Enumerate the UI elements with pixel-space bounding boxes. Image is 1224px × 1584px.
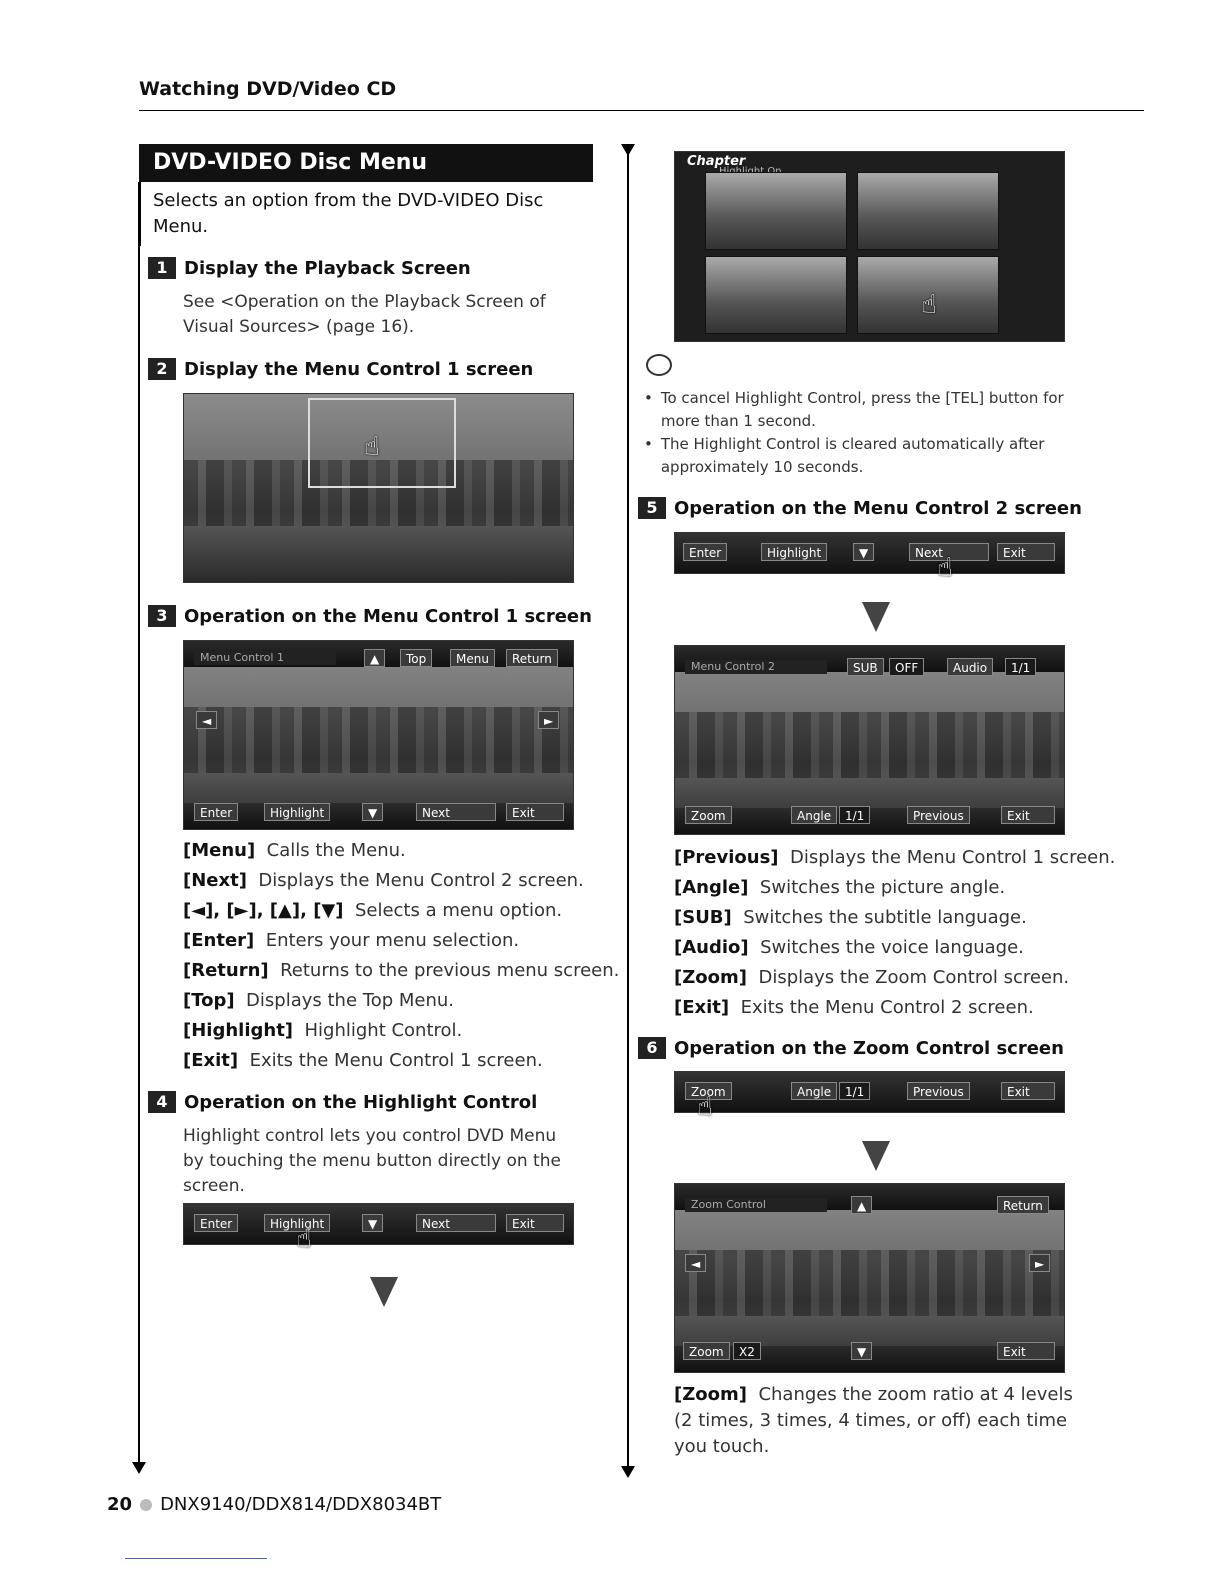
def-desc: Displays the Top Menu.: [246, 990, 454, 1011]
step-2-title: Display the Menu Control 1 screen: [184, 358, 534, 380]
step-1-number: 1: [148, 257, 176, 279]
pointing-hand-icon: ☝: [921, 290, 937, 320]
def-enter: [183, 926, 593, 956]
right-button[interactable]: ►: [538, 711, 559, 729]
left-flow-line: [138, 182, 140, 1464]
note-text: The Highlight Control is cleared automatically after approximately 10 seconds.: [660, 435, 1045, 476]
sub-value: OFF: [889, 658, 924, 676]
chapter-thumbnail-3[interactable]: [705, 256, 847, 334]
enter-button[interactable]: Enter: [194, 1214, 238, 1232]
down-button[interactable]: ▼: [362, 803, 383, 821]
down-button[interactable]: ▼: [362, 1214, 383, 1232]
def-key: [Enter]: [183, 930, 255, 951]
menu-control-2-bar: [674, 1071, 1065, 1122]
note-icon: [646, 354, 672, 376]
def-key: [Exit]: [674, 997, 730, 1018]
menu-button[interactable]: Menu: [450, 649, 495, 667]
def-key: [Menu]: [183, 840, 256, 861]
step-5-title: Operation on the Menu Control 2 screen: [674, 497, 1082, 519]
def-desc: Changes the zoom ratio at 4 levels (2 times, 3 times, 4 times, or off) each time you touch.: [674, 1384, 1073, 1457]
bullet: •: [644, 435, 653, 453]
exit-button[interactable]: Exit: [1001, 1082, 1055, 1100]
def-arrows: [183, 896, 593, 926]
sub-button[interactable]: SUB: [847, 658, 884, 676]
step-3-number: 3: [148, 605, 176, 627]
menu-control-2-screen: [674, 645, 1065, 835]
def-desc: Displays the Zoom Control screen.: [758, 967, 1070, 988]
exit-button[interactable]: Exit: [506, 1214, 564, 1232]
note-item: [644, 433, 1064, 479]
chapter-screen: [674, 151, 1065, 342]
def-top: [183, 986, 593, 1016]
step-5-number: 5: [638, 497, 666, 519]
pointing-hand-icon: ☝: [937, 553, 953, 583]
step-3-heading: [148, 605, 592, 627]
playback-screen[interactable]: [183, 393, 574, 583]
def-exit: [183, 1046, 593, 1076]
enter-button[interactable]: Enter: [683, 543, 727, 561]
step-4-number: 4: [148, 1091, 176, 1113]
step-4-title: Operation on the Highlight Control: [184, 1091, 538, 1113]
page-number: 20: [107, 1494, 133, 1515]
next-button[interactable]: Next: [909, 543, 989, 561]
zoom-value: X2: [733, 1342, 761, 1360]
footer-bullet-icon: [140, 1499, 152, 1511]
exit-button[interactable]: Exit: [997, 543, 1055, 561]
highlight-button[interactable]: Highlight: [761, 543, 827, 561]
left-button[interactable]: ◄: [196, 711, 217, 729]
step-3-title: Operation on the Menu Control 1 screen: [184, 605, 592, 627]
def-next: [183, 866, 593, 896]
enter-button[interactable]: Enter: [194, 803, 238, 821]
def-key: [SUB]: [674, 907, 732, 928]
def-key: [Next]: [183, 870, 247, 891]
step-5-heading: [638, 497, 1082, 519]
def-desc: Displays the Menu Control 2 screen.: [258, 870, 584, 891]
angle-value: 1/1: [839, 806, 870, 824]
def-desc: Returns to the previous menu screen.: [280, 960, 620, 981]
notes-list: [644, 387, 1064, 479]
def-desc: Displays the Menu Control 1 screen.: [789, 847, 1116, 868]
down-button[interactable]: ▼: [853, 543, 874, 561]
exit-button[interactable]: Exit: [506, 803, 564, 821]
chapter-title: Chapter: [687, 154, 746, 169]
highlight-button[interactable]: Highlight: [264, 803, 330, 821]
left-flow-arrow-icon: [132, 1462, 146, 1474]
pointing-hand-icon: ☝: [697, 1092, 713, 1122]
angle-button[interactable]: Angle: [791, 1082, 837, 1100]
def-desc: Enters your menu selection.: [265, 930, 520, 951]
def-exit: [674, 993, 1084, 1023]
footer-rule: [125, 1558, 267, 1559]
angle-value: 1/1: [839, 1082, 870, 1100]
right-button[interactable]: ►: [1029, 1254, 1050, 1272]
def-key: [Angle]: [674, 877, 749, 898]
highlight-button[interactable]: Highlight: [264, 1214, 330, 1232]
running-header: Watching DVD/Video CD: [139, 78, 397, 100]
def-previous: [674, 843, 1116, 873]
highlight-bar: [183, 1203, 574, 1254]
model-name: DNX9140/DDX814/DDX8034BT: [160, 1494, 442, 1515]
exit-button[interactable]: Exit: [997, 1342, 1055, 1360]
chapter-thumbnail-2[interactable]: [857, 172, 999, 250]
def-angle: [674, 873, 1084, 903]
def-key: [Zoom]: [674, 967, 747, 988]
zoom-control-screen: [674, 1183, 1065, 1373]
down-arrow-icon: [370, 1277, 398, 1307]
step-6-title: Operation on the Zoom Control screen: [674, 1037, 1064, 1059]
def-key: [◄], [►], [▲], [▼]: [183, 900, 344, 921]
pointing-hand-icon: ☝: [364, 432, 380, 462]
step-6-number: 6: [638, 1037, 666, 1059]
def-desc: Switches the picture angle.: [759, 877, 1006, 898]
def-desc: Switches the subtitle language.: [743, 907, 1027, 928]
step-6-heading: [638, 1037, 1064, 1059]
step-2-heading: [148, 358, 533, 380]
def-key: [Audio]: [674, 937, 749, 958]
header-rule: [139, 110, 1144, 111]
zoom-button[interactable]: Zoom: [685, 1082, 732, 1100]
page-footer: [107, 1494, 441, 1515]
def-desc: Calls the Menu.: [266, 840, 406, 861]
note-text: To cancel Highlight Control, press the [TEL] button for more than 1 second.: [660, 389, 1064, 430]
skyline-image: [675, 1250, 1064, 1316]
skyline-image: [675, 712, 1064, 778]
zoom-definition: [674, 1382, 1074, 1460]
step-1-body: See <Operation on the Playback Screen of Visual Sources> (page 16).: [183, 292, 546, 337]
touch-area-frame: [308, 398, 456, 488]
menu-control-2-label: Menu Control 2: [685, 660, 827, 674]
return-button[interactable]: Return: [997, 1196, 1049, 1214]
angle-button[interactable]: Angle: [791, 806, 837, 824]
skyline-image: [184, 707, 573, 773]
left-button[interactable]: ◄: [685, 1254, 706, 1272]
step-1-heading: [148, 257, 471, 279]
def-return: [183, 956, 620, 986]
def-audio: [674, 933, 1084, 963]
pointing-hand-icon: ☝: [296, 1224, 312, 1254]
def-key: [Previous]: [674, 847, 779, 868]
def-desc: Selects a menu option.: [354, 900, 563, 921]
def-key: [Exit]: [183, 1050, 239, 1071]
menu-1-definitions: [183, 836, 620, 1076]
def-desc: Exits the Menu Control 1 screen.: [249, 1050, 543, 1071]
next-button[interactable]: Next: [416, 803, 496, 821]
bullet: •: [644, 389, 653, 407]
chapter-thumbnail-1[interactable]: [705, 172, 847, 250]
down-button[interactable]: ▼: [851, 1342, 872, 1360]
next-button[interactable]: Next: [416, 1214, 496, 1232]
def-key: [Highlight]: [183, 1020, 294, 1041]
down-arrow-icon: [862, 602, 890, 632]
section-title: DVD-VIDEO Disc Menu: [139, 144, 593, 182]
def-zoom: [674, 963, 1084, 993]
up-button[interactable]: ▲: [364, 649, 385, 667]
def-sub: [674, 903, 1084, 933]
def-menu: [183, 836, 593, 866]
menu-2-definitions: [674, 843, 1116, 1023]
zoom-button[interactable]: Zoom: [683, 1342, 730, 1360]
def-desc: Highlight Control.: [304, 1020, 463, 1041]
step-2-number: 2: [148, 358, 176, 380]
def-desc: Switches the voice language.: [760, 937, 1024, 958]
def-highlight: [183, 1016, 593, 1046]
previous-button[interactable]: Previous: [907, 1082, 970, 1100]
top-button[interactable]: Top: [400, 649, 432, 667]
audio-value: 1/1: [1005, 658, 1036, 676]
def-key: [Zoom]: [674, 1384, 747, 1405]
def-key: [Return]: [183, 960, 269, 981]
menu-control-1-screen: [183, 640, 574, 830]
menu-control-1-label: Menu Control 1: [194, 651, 336, 665]
intro-text: Selects an option from the DVD-VIDEO Disc Menu.: [153, 190, 544, 237]
menu-control-1-bar: [674, 532, 1065, 583]
step-4-heading: [148, 1091, 537, 1113]
def-desc: Exits the Menu Control 2 screen.: [740, 997, 1034, 1018]
def-key: [Top]: [183, 990, 235, 1011]
exit-button[interactable]: Exit: [1001, 806, 1055, 824]
up-button[interactable]: ▲: [851, 1196, 872, 1214]
note-item: [644, 387, 1064, 433]
return-button[interactable]: Return: [506, 649, 558, 667]
right-flow-bottom-arrow-icon: [621, 1466, 635, 1478]
previous-button[interactable]: Previous: [907, 806, 970, 824]
road-image: [184, 526, 573, 582]
right-flow-line: [627, 150, 629, 1466]
step-1-title: Display the Playback Screen: [184, 257, 471, 279]
step-4-body: Highlight control lets you control DVD Menu by touching the menu button directly on the screen.: [183, 1126, 561, 1196]
zoom-control-label: Zoom Control: [685, 1198, 827, 1212]
zoom-button[interactable]: Zoom: [685, 806, 732, 824]
audio-button[interactable]: Audio: [947, 658, 993, 676]
down-arrow-icon: [862, 1141, 890, 1171]
